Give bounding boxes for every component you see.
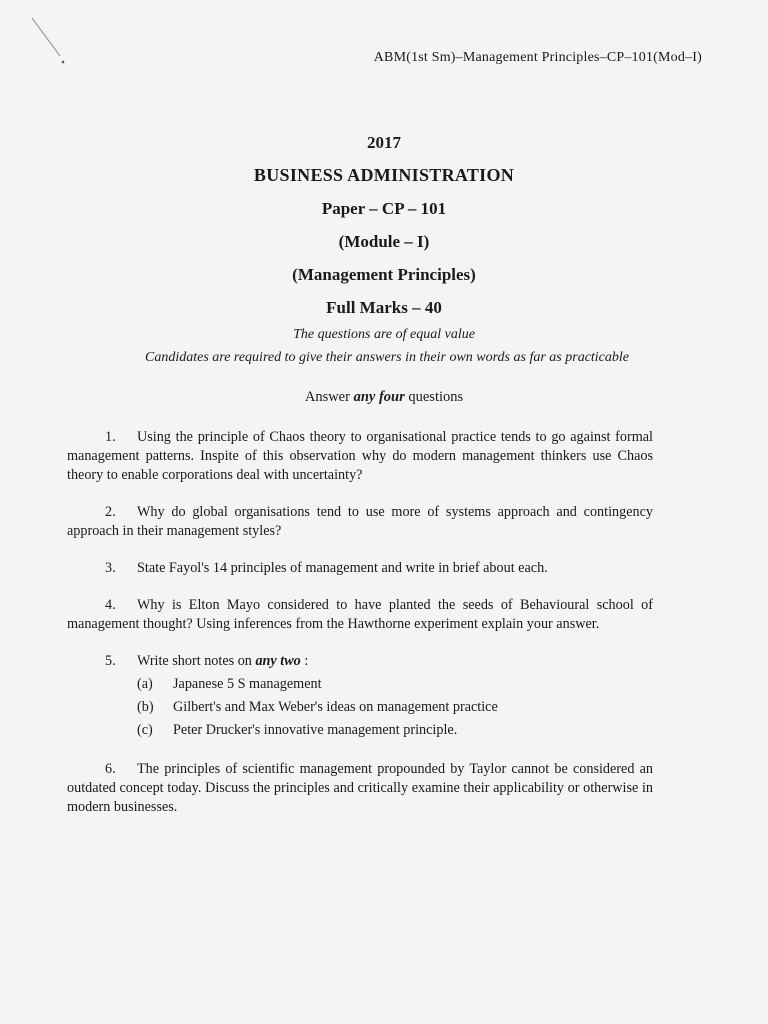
- instruction-equal-value: The questions are of equal value: [293, 327, 475, 342]
- question-number: 3.: [105, 560, 116, 576]
- answer-suffix: questions: [404, 389, 464, 405]
- question-number: 1.: [105, 429, 116, 445]
- question-text-prefix: Write short notes on: [137, 653, 256, 669]
- title-block: [0, 126, 768, 324]
- sub-item-text: Japanese 5 S management: [173, 676, 322, 692]
- question-5: [67, 652, 653, 742]
- question-number: 5.: [105, 653, 116, 669]
- question-number: 2.: [105, 504, 116, 520]
- answer-prefix: Answer: [304, 389, 354, 405]
- sub-item-text: Gilbert's and Max Weber's ideas on management practice: [173, 699, 498, 715]
- question-number: 6.: [105, 761, 116, 777]
- question-4: [67, 596, 653, 634]
- sub-item-label: (a): [137, 676, 153, 692]
- question-number: 4.: [105, 597, 116, 613]
- exam-year: 2017: [367, 133, 401, 152]
- exam-subject: BUSINESS ADMINISTRATION: [253, 165, 515, 185]
- answer-emphasis: any four: [353, 389, 405, 405]
- question-3: [67, 559, 653, 578]
- question-text: Using the principle of Chaos theory to organisational practice tends to go against formal management patterns. Inspite of this observation why do modern management thinkers use Chaos theory to enable corporations deal with uncertainty?: [67, 429, 653, 483]
- question-text: Why is Elton Mayo considered to have planted the seeds of Behavioural school of management thought? Using inferences from the Hawthorne experiment explain your answer.: [67, 597, 653, 632]
- scan-mark: [30, 16, 70, 66]
- sub-item-a: [137, 673, 653, 696]
- topic-label: (Management Principles): [292, 265, 476, 284]
- paper-number: Paper – CP – 101: [321, 199, 447, 218]
- sub-item-text: Peter Drucker's innovative management principle.: [173, 722, 458, 738]
- question-text: Why do global organisations tend to use more of systems approach and contingency approach in their management styles?: [67, 504, 653, 539]
- paper-code-header: ABM(1st Sm)–Management Principles–CP–101(Mod–I): [373, 50, 702, 65]
- question-6: [67, 760, 653, 817]
- full-marks: Full Marks – 40: [326, 298, 442, 317]
- question-1: [67, 428, 653, 485]
- sub-item-list: [137, 673, 653, 742]
- question-text-suffix: :: [300, 653, 309, 669]
- sub-item-c: [137, 719, 653, 742]
- sub-item-label: (c): [137, 722, 153, 738]
- instructions: [0, 324, 768, 370]
- sub-item-b: [137, 696, 653, 719]
- question-text: State Fayol's 14 principles of management and write in brief about each.: [137, 560, 548, 576]
- sub-item-label: (b): [137, 699, 154, 715]
- question-text: The principles of scientific management propounded by Taylor cannot be considered an outdated concept today. Discuss the principles and critically examine their applicability or otherwise in modern businesses.: [67, 761, 653, 815]
- answer-instruction: [0, 389, 768, 406]
- question-text-emphasis: any two: [255, 653, 301, 669]
- question-list: [67, 428, 653, 835]
- instruction-own-words: Candidates are required to give their answers in their own words as far as practicable: [144, 350, 630, 365]
- module-label: (Module – I): [338, 232, 430, 251]
- question-2: [67, 503, 653, 541]
